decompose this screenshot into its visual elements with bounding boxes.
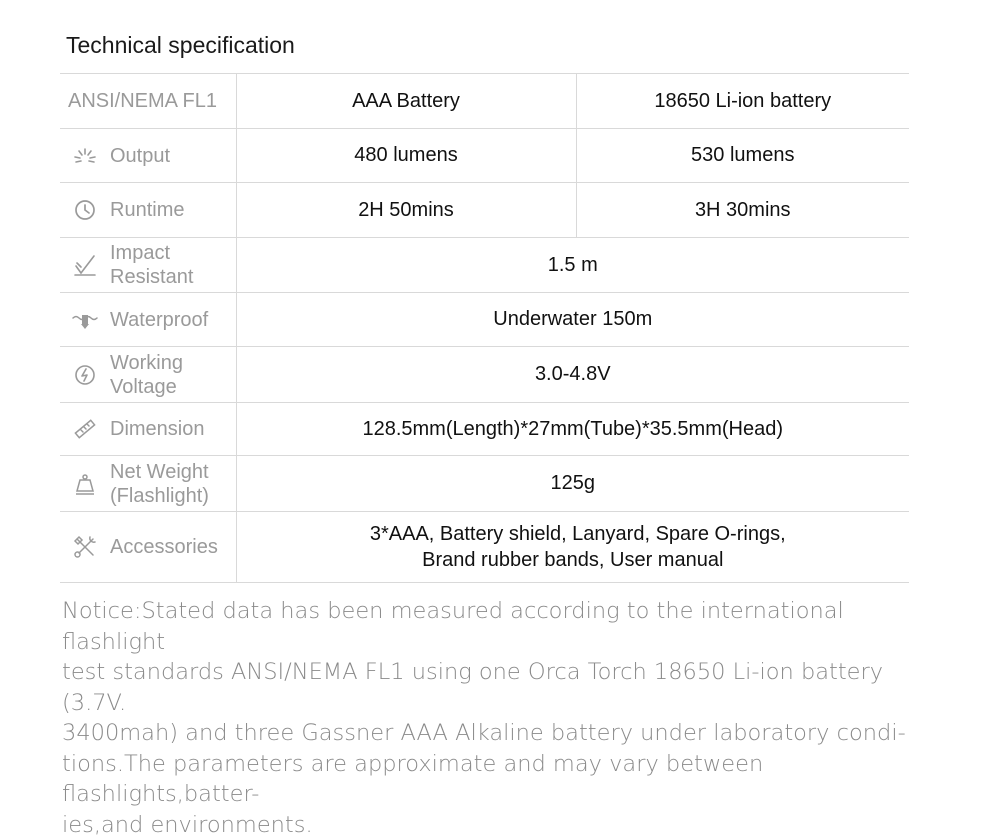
value-merged: Underwater 150m (236, 293, 909, 347)
waterproof-icon (68, 303, 102, 337)
row-label-line2: Resistant (110, 266, 194, 288)
weight-icon (68, 467, 102, 501)
table-row-accessories (60, 512, 909, 583)
row-label: Accessories (110, 536, 218, 558)
standard-label: ANSI/NEMA FL1 (60, 74, 236, 129)
row-label: Dimension (110, 418, 205, 440)
tools-icon (68, 530, 102, 564)
table-row-impact (60, 238, 909, 293)
row-label-line1: Net Weight (110, 460, 209, 483)
row-label-line2: (Flashlight) (110, 484, 209, 507)
table-row-output (60, 129, 909, 183)
table-row-header (60, 74, 909, 129)
value-merged: 128.5mm(Length)*27mm(Tube)*35.5mm(Head) (236, 403, 909, 456)
notice-text: Notice:Stated data has been measured according to the international flashlight test standards ANSI/NEMA FL1 using one Orca Torch 18650 Li-ion battery (3.7V. 3400mah) and three Gassner AAA Alkaline battery under laboratory condi- tions.The parameters are approximate and may vary between flashlights,batter- ies,and environments. (62, 598, 906, 838)
table-row-waterproof (60, 293, 909, 347)
clock-icon (68, 193, 102, 227)
ruler-icon (68, 412, 102, 446)
page-title: Technical specification (66, 32, 295, 58)
accessories-line2: Brand rubber bands, User manual (422, 549, 724, 571)
spec-table (60, 73, 909, 583)
value-merged: 125g (236, 456, 909, 512)
col-header-aaa: AAA Battery (236, 74, 576, 129)
impact-drop-icon (68, 248, 102, 282)
value-18650: 3H 30mins (576, 183, 909, 238)
row-label-line1: Impact (110, 242, 171, 264)
table-row-voltage (60, 347, 909, 403)
value-aaa: 480 lumens (236, 129, 576, 183)
value-merged (236, 512, 909, 583)
table-row-runtime (60, 183, 909, 238)
row-label: Output (110, 144, 171, 167)
accessories-line1: 3*AAA, Battery shield, Lanyard, Spare O-rings, (369, 523, 786, 545)
row-label-line2: Voltage (110, 375, 177, 398)
row-label: Runtime (110, 199, 185, 221)
table-row-dimension (60, 403, 909, 456)
voltage-icon (68, 358, 102, 392)
value-merged: 3.0-4.8V (236, 347, 909, 403)
value-merged: 1.5 m (236, 238, 909, 293)
table-row-weight (60, 456, 909, 512)
light-rays-icon (68, 139, 102, 173)
value-18650: 530 lumens (576, 129, 909, 183)
row-label: Waterproof (110, 308, 209, 331)
value-aaa: 2H 50mins (236, 183, 576, 238)
row-label-line1: Working (110, 351, 183, 374)
col-header-18650: 18650 Li-ion battery (576, 74, 909, 129)
